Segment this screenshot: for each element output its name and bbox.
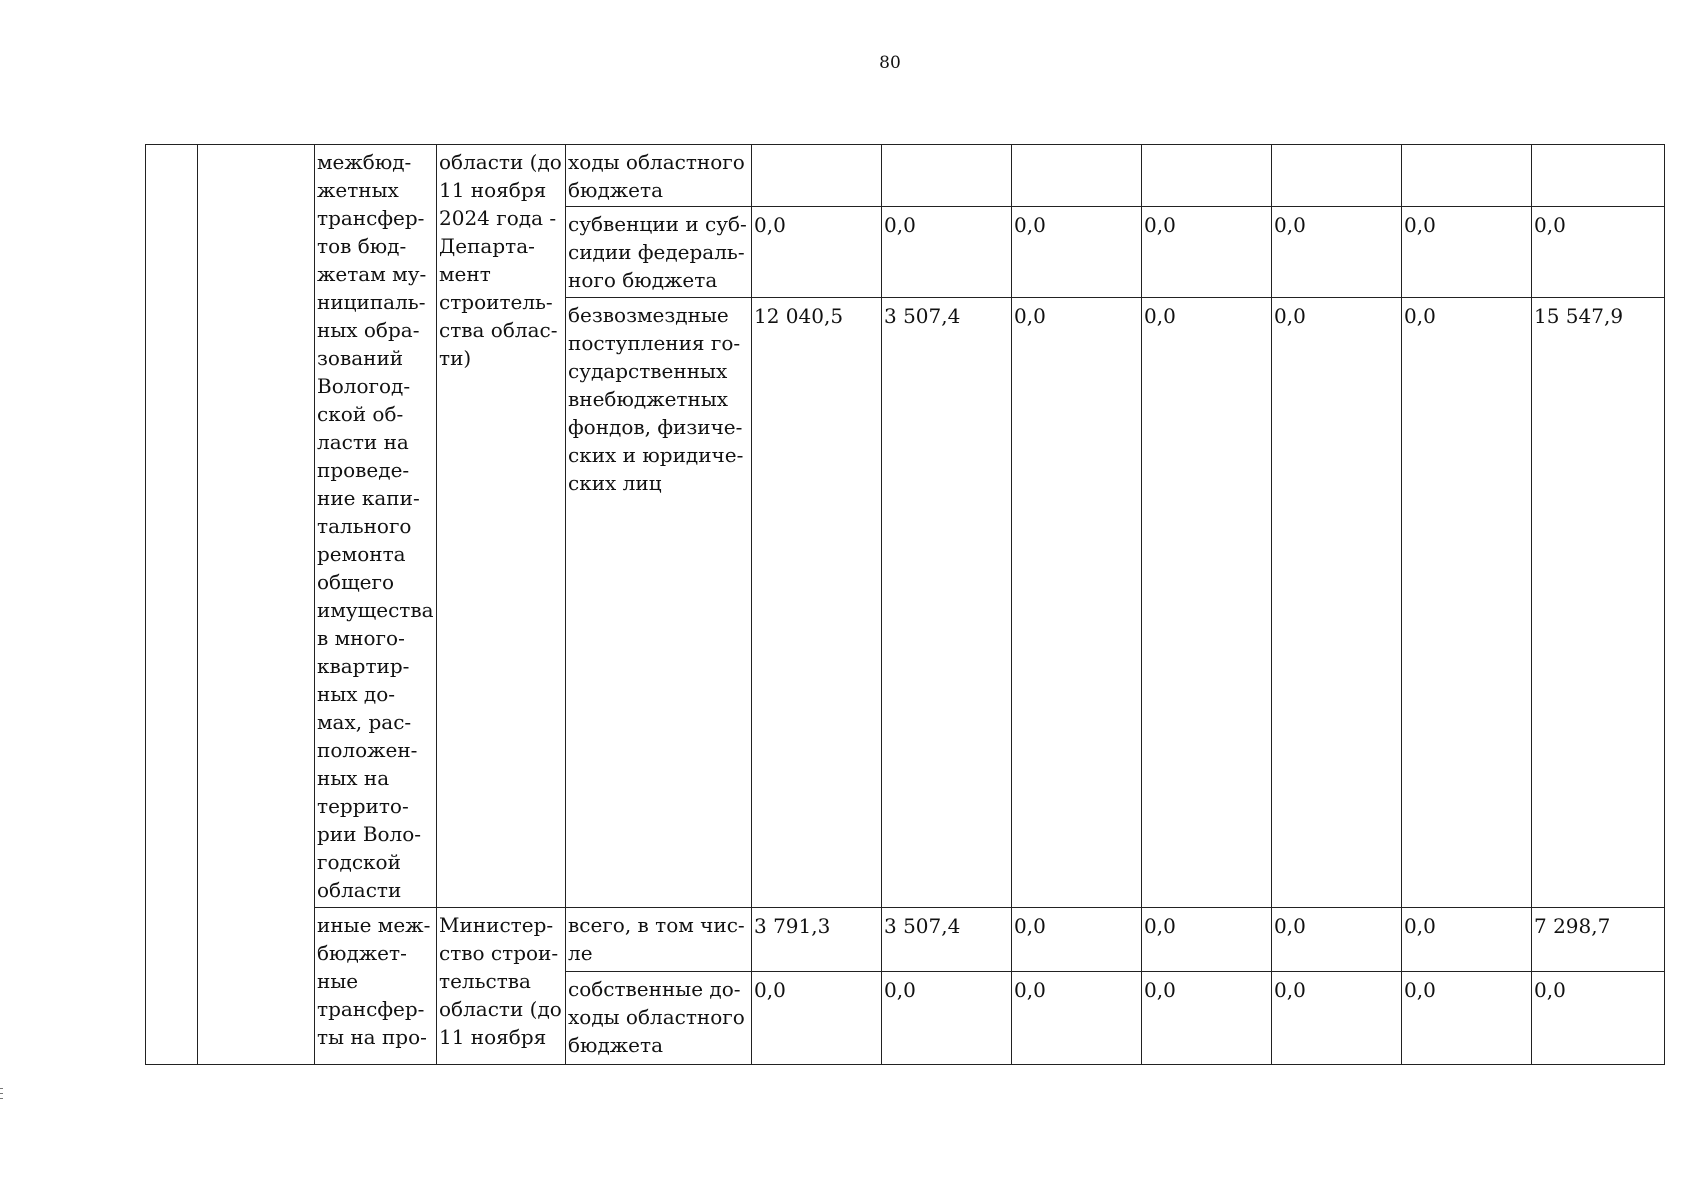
value-cell — [1142, 145, 1272, 207]
value-cell: 0,0 — [1402, 298, 1532, 908]
total-cell: 0,0 — [1532, 972, 1665, 1065]
value-cell: 3 507,4 — [882, 908, 1012, 972]
total-cell: 7 298,7 — [1532, 908, 1665, 972]
value-cell: 0,0 — [752, 972, 882, 1065]
value-cell: 3 507,4 — [882, 298, 1012, 908]
index-cell — [146, 145, 198, 1065]
value-cell: 0,0 — [1272, 908, 1402, 972]
source-label-cell: субвенции и суб- сидии федераль- ного бюджета — [566, 207, 752, 298]
value-cell: 0,0 — [1272, 207, 1402, 298]
value-cell: 0,0 — [1272, 972, 1402, 1065]
executor-cell: области (до 11 ноября 2024 года - Департа- мент строитель- ства облас- ти) — [437, 145, 566, 908]
value-cell: 12 040,5 — [752, 298, 882, 908]
scan-mark — [0, 1098, 3, 1099]
source-label-cell: ходы областного бюджета — [566, 145, 752, 207]
value-cell — [1012, 145, 1142, 207]
value-cell: 0,0 — [1012, 908, 1142, 972]
value-cell: 0,0 — [1012, 972, 1142, 1065]
total-cell: 15 547,9 — [1532, 298, 1665, 908]
page-number: 80 — [879, 53, 901, 73]
value-cell: 0,0 — [1142, 908, 1272, 972]
measure-name-cell: межбюд- жетных трансфер- тов бюд- жетам му- ниципаль- ных обра- зований Вологод- ской об- ласти на проведе- ние капи- тального ремонта общего имущества в много- квартир- ных до- мах, рас- положен- ных на террито- рии Воло- годской области — [315, 145, 437, 908]
value-cell: 0,0 — [1402, 207, 1532, 298]
value-cell: 0,0 — [1402, 972, 1532, 1065]
source-label-cell: собственные до- ходы областного бюджета — [566, 972, 752, 1065]
measure-name-cell: иные меж- бюджет- ные трансфер- ты на про- — [315, 908, 437, 1065]
scan-mark — [0, 1088, 3, 1089]
scan-mark — [0, 1093, 3, 1094]
value-cell: 0,0 — [1142, 972, 1272, 1065]
value-cell: 0,0 — [1142, 298, 1272, 908]
source-label-cell: безвозмездные поступления го- сударственных внебюджетных фондов, физиче- ских и юридиче- ских лиц — [566, 298, 752, 908]
budget-table — [145, 144, 1665, 1065]
value-cell: 0,0 — [1142, 207, 1272, 298]
value-cell: 0,0 — [1012, 207, 1142, 298]
value-cell — [1402, 145, 1532, 207]
executor-cell: Министер- ство строи- тельства области (до 11 ноября — [437, 908, 566, 1065]
source-label-cell: всего, в том чис- ле — [566, 908, 752, 972]
value-cell — [1272, 145, 1402, 207]
value-cell: 0,0 — [882, 207, 1012, 298]
table-row — [146, 145, 1665, 207]
value-cell: 0,0 — [752, 207, 882, 298]
value-cell: 3 791,3 — [752, 908, 882, 972]
value-cell: 0,0 — [1012, 298, 1142, 908]
value-cell: 0,0 — [1402, 908, 1532, 972]
value-cell: 0,0 — [882, 972, 1012, 1065]
value-cell — [752, 145, 882, 207]
total-cell: 0,0 — [1532, 207, 1665, 298]
program-cell — [198, 145, 315, 1065]
table-row — [146, 908, 1665, 972]
value-cell — [882, 145, 1012, 207]
total-cell — [1532, 145, 1665, 207]
value-cell: 0,0 — [1272, 298, 1402, 908]
